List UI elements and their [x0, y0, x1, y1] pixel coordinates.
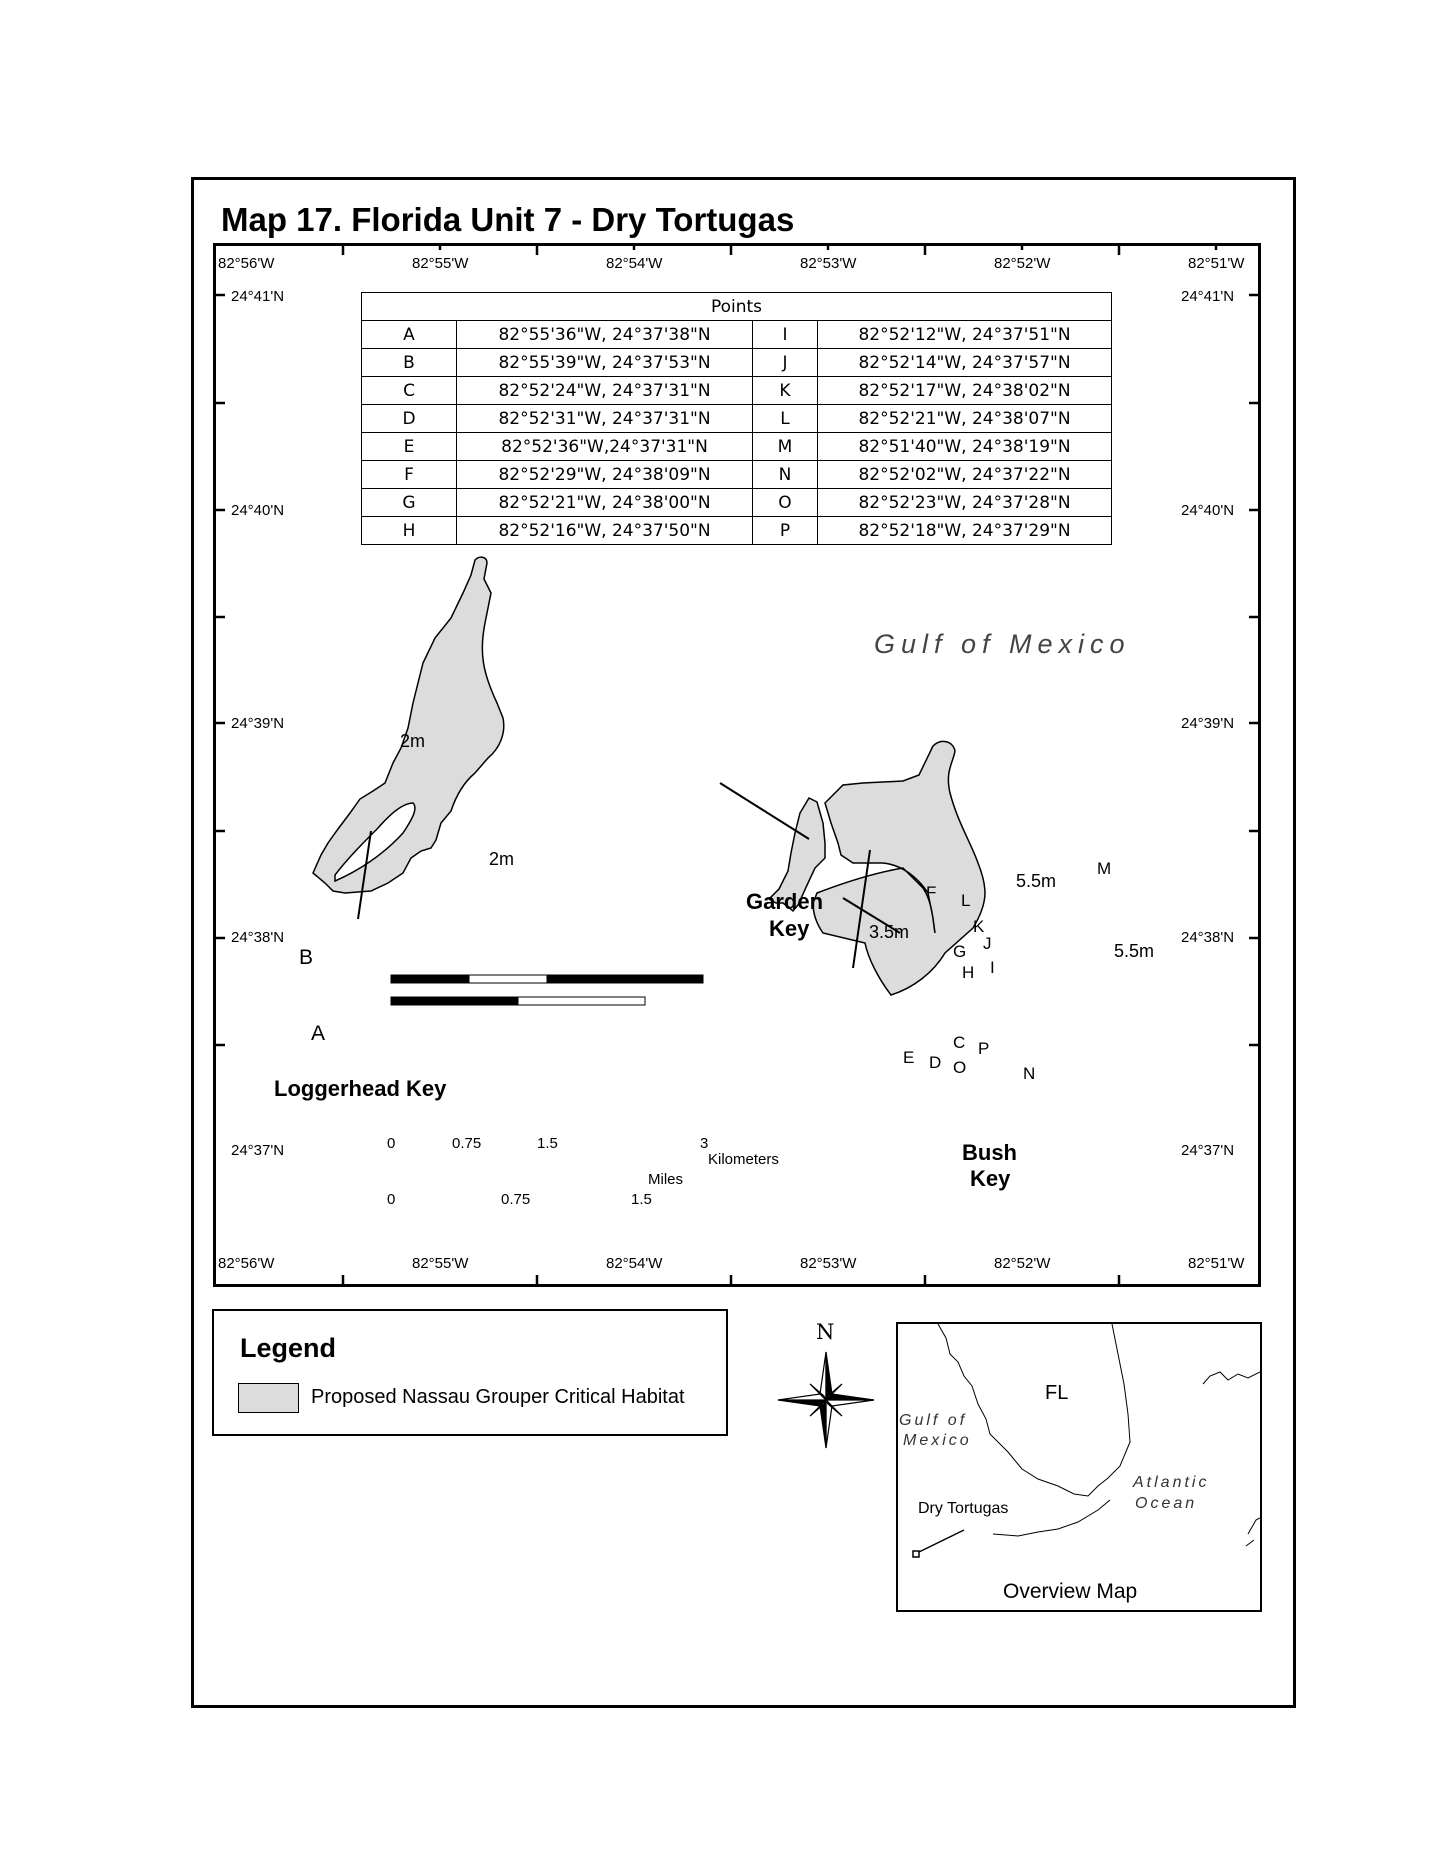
table-cell: K [753, 377, 818, 405]
point-label: F [926, 883, 937, 902]
lon-tick: 82°55'W [412, 1255, 469, 1272]
loggerhead-key-label: Loggerhead Key [274, 1076, 447, 1101]
legend-swatch [238, 1383, 299, 1413]
table-cell: N [753, 461, 818, 489]
table-row [362, 349, 1112, 377]
lat-tick: 24°40'N [1181, 502, 1235, 519]
depth-label: 5.5m [1016, 871, 1057, 891]
table-cell: G [362, 489, 457, 517]
table-cell: 82°52'14"W, 24°37'57"N [818, 349, 1112, 377]
overview-map-title: Overview Map [1003, 1580, 1138, 1603]
table-cell: 82°55'39"W, 24°37'53"N [457, 349, 753, 377]
lat-tick: 24°38'N [231, 929, 285, 946]
table-row [362, 433, 1112, 461]
lat-tick: 24°41'N [231, 288, 285, 305]
depth-label: 3.5m [869, 922, 910, 942]
table-cell: 82°52'02"W, 24°37'22"N [818, 461, 1112, 489]
point-label: C [953, 1033, 966, 1052]
table-cell: M [753, 433, 818, 461]
table-cell: C [362, 377, 457, 405]
table-cell: L [753, 405, 818, 433]
point-label: N [1023, 1064, 1036, 1083]
overview-gulf-label: Mexico [903, 1432, 972, 1449]
lat-tick: 24°39'N [231, 715, 285, 732]
point-label: G [953, 942, 967, 961]
florida-coastline [898, 1324, 1260, 1610]
table-cell: 82°52'23"W, 24°37'28"N [818, 489, 1112, 517]
point-label: A [311, 1022, 326, 1045]
lon-tick: 82°51'W [1188, 255, 1245, 272]
legend-title: Legend [240, 1333, 337, 1363]
point-label: D [929, 1053, 942, 1072]
garden-key-label: Key [769, 916, 810, 941]
lat-tick: 24°38'N [1181, 929, 1235, 946]
scale-km-unit: Kilometers [708, 1151, 779, 1168]
table-cell: 82°55'36"W, 24°37'38"N [457, 321, 753, 349]
scale-bar [391, 975, 703, 1005]
table-cell: 82°52'16"W, 24°37'50"N [457, 517, 753, 545]
scale-mi-tick: 0.75 [501, 1191, 531, 1208]
table-row [362, 461, 1112, 489]
table-row [362, 405, 1112, 433]
table-cell: O [753, 489, 818, 517]
table-cell: 82°52'24"W, 24°37'31"N [457, 377, 753, 405]
table-cell: 82°52'12"W, 24°37'51"N [818, 321, 1112, 349]
table-cell: 82°52'29"W, 24°38'09"N [457, 461, 753, 489]
loggerhead-key-habitat [313, 557, 504, 893]
lon-tick: 82°56'W [218, 1255, 275, 1272]
bush-key-label: Bush [962, 1140, 1017, 1165]
lon-tick: 82°54'W [606, 255, 663, 272]
table-cell: 82°52'21"W, 24°38'07"N [818, 405, 1112, 433]
table-cell: F [362, 461, 457, 489]
lon-tick: 82°56'W [218, 255, 275, 272]
table-cell: B [362, 349, 457, 377]
point-label: K [973, 917, 985, 936]
scale-km-tick: 0 [387, 1135, 396, 1152]
garden-key-label: Garden [746, 889, 824, 914]
lon-tick: 82°55'W [412, 255, 469, 272]
point-label: E [903, 1048, 915, 1067]
table-cell: 82°52'36"W,24°37'31"N [457, 433, 753, 461]
table-cell: D [362, 405, 457, 433]
table-row [362, 517, 1112, 545]
table-cell: E [362, 433, 457, 461]
scale-mi-unit: Miles [648, 1171, 684, 1188]
table-cell: I [753, 321, 818, 349]
point-label: P [978, 1039, 990, 1058]
legend [212, 1309, 728, 1436]
legend-item-label: Proposed Nassau Grouper Critical Habitat [311, 1386, 685, 1408]
lat-tick: 24°37'N [231, 1142, 285, 1159]
gulf-of-mexico-label: Gulf of Mexico [874, 629, 1131, 659]
point-label: B [299, 946, 314, 969]
lon-tick: 82°53'W [800, 1255, 857, 1272]
table-cell: J [753, 349, 818, 377]
bush-key-label: Key [970, 1166, 1011, 1191]
table-cell: 82°51'40"W, 24°38'19"N [818, 433, 1112, 461]
point-label: J [983, 934, 992, 953]
table-cell: H [362, 517, 457, 545]
table-cell: 82°52'18"W, 24°37'29"N [818, 517, 1112, 545]
depth-label: 2m [489, 849, 515, 869]
point-label: H [962, 963, 975, 982]
dry-tortugas-locator-label: Dry Tortugas [918, 1500, 1009, 1517]
table-cell: 82°52'17"W, 24°38'02"N [818, 377, 1112, 405]
point-label: L [961, 891, 971, 910]
table-cell: 82°52'21"W, 24°38'00"N [457, 489, 753, 517]
scale-km-tick: 1.5 [537, 1135, 558, 1152]
scale-km-tick: 0.75 [452, 1135, 482, 1152]
lat-tick: 24°40'N [231, 502, 285, 519]
lon-tick: 82°52'W [994, 1255, 1051, 1272]
north-arrow-icon [776, 1350, 876, 1450]
table-cell: P [753, 517, 818, 545]
points-table [361, 292, 1112, 545]
table-row [362, 321, 1112, 349]
lat-tick: 24°37'N [1181, 1142, 1235, 1159]
lon-tick: 82°51'W [1188, 1255, 1245, 1272]
overview-gulf-label: Gulf of [899, 1412, 968, 1429]
table-cell: 82°52'31"W, 24°37'31"N [457, 405, 753, 433]
depth-label: 5.5m [1114, 941, 1155, 961]
point-label: O [953, 1058, 967, 1077]
overview-atlantic-label: Atlantic [1133, 1474, 1210, 1491]
point-label: M [1097, 859, 1112, 878]
lon-tick: 82°53'W [800, 255, 857, 272]
map-title: Map 17. Florida Unit 7 - Dry Tortugas [221, 201, 795, 238]
lon-tick: 82°54'W [606, 1255, 663, 1272]
scale-km-tick: 3 [700, 1135, 709, 1152]
depth-label: 2m [400, 731, 426, 751]
lat-tick: 24°41'N [1181, 288, 1235, 305]
table-row [362, 377, 1112, 405]
overview-atlantic-label: Ocean [1135, 1495, 1198, 1512]
north-label: N [816, 1320, 835, 1344]
points-table-header: Points [362, 293, 1112, 321]
lon-tick: 82°52'W [994, 255, 1051, 272]
point-label: I [990, 958, 995, 977]
lat-tick: 24°39'N [1181, 715, 1235, 732]
scale-mi-tick: 1.5 [631, 1191, 652, 1208]
table-row [362, 489, 1112, 517]
overview-map[interactable] [896, 1322, 1262, 1612]
overview-state-label: FL [1045, 1382, 1069, 1404]
table-cell: A [362, 321, 457, 349]
scale-mi-tick: 0 [387, 1191, 396, 1208]
